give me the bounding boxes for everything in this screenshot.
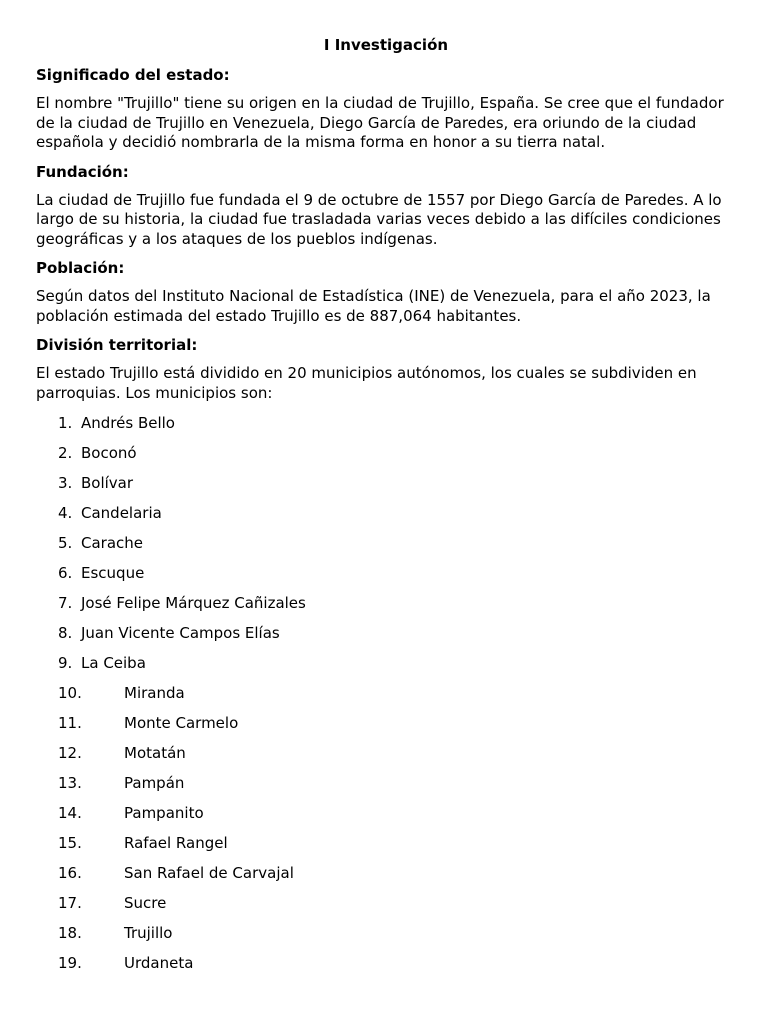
- list-item-number: 11.: [58, 714, 82, 732]
- list-item: [36, 803, 736, 833]
- paragraph-significado: El nombre "Trujillo" tiene su origen en la ciudad de Trujillo, España. Se cree que el fundador de la ciudad de Trujillo en Venezuela, Diego García de Paredes, era oriundo de la ciudad española y decidió nombrarla de la misma forma en honor a su tierra natal.: [36, 94, 724, 151]
- list-item: [36, 623, 736, 653]
- list-item-number: 1.: [58, 414, 73, 432]
- municipios-list: [36, 413, 736, 983]
- list-item-label: Motatán: [124, 744, 186, 762]
- list-item-number: 2.: [58, 444, 73, 462]
- list-item-label: Monte Carmelo: [124, 714, 239, 732]
- list-item: [36, 443, 736, 473]
- list-item: [36, 833, 736, 863]
- list-item-number: 9.: [58, 654, 73, 672]
- list-item-number: 14.: [58, 804, 82, 822]
- list-item-number: 5.: [58, 534, 73, 552]
- list-item: [36, 533, 736, 563]
- list-item-number: 16.: [58, 864, 82, 882]
- list-item-number: 8.: [58, 624, 73, 642]
- list-item-label: Andrés Bello: [81, 414, 175, 432]
- heading-division: División territorial:: [36, 336, 198, 354]
- list-item: [36, 503, 736, 533]
- paragraph-poblacion: Según datos del Instituto Nacional de Estadística (INE) de Venezuela, para el año 2023, la población estimada del estado Trujillo es de 887,064 habitantes.: [36, 287, 711, 325]
- list-item-number: 17.: [58, 894, 82, 912]
- list-item-label: Sucre: [124, 894, 167, 912]
- document-page: [36, 35, 736, 983]
- heading-significado: Significado del estado:: [36, 66, 230, 84]
- heading-fundacion: Fundación:: [36, 162, 129, 181]
- list-item: [36, 653, 736, 683]
- list-item-number: 6.: [58, 564, 73, 582]
- list-item-label: Pampán: [124, 774, 185, 792]
- list-item-label: Boconó: [81, 444, 137, 462]
- list-item: [36, 683, 736, 713]
- list-item-label: Pampanito: [124, 804, 204, 822]
- list-item-number: 15.: [58, 834, 82, 852]
- list-item-label: Urdaneta: [124, 954, 194, 972]
- document-title: I Investigación: [323, 36, 449, 54]
- heading-poblacion: Población:: [36, 259, 125, 277]
- list-item-label: Rafael Rangel: [124, 834, 228, 852]
- paragraph-fundacion: La ciudad de Trujillo fue fundada el 9 de octubre de 1557 por Diego García de Paredes. A lo largo de su historia, la ciudad fue trasladada varias veces debido a las difíciles condiciones geográficas y a los ataques de los pueblos indígenas.: [36, 190, 722, 248]
- list-item: [36, 593, 736, 623]
- list-item-label: Trujillo: [124, 924, 173, 942]
- list-item-label: La Ceiba: [81, 654, 146, 672]
- list-item-label: Candelaria: [81, 504, 162, 522]
- list-item: [36, 953, 736, 983]
- list-item: [36, 743, 736, 773]
- list-item-number: 19.: [58, 954, 82, 972]
- list-item-label: José Felipe Márquez Cañizales: [81, 594, 306, 612]
- list-item-label: Escuque: [81, 564, 145, 582]
- list-item: [36, 713, 736, 743]
- list-item-number: 3.: [58, 474, 73, 492]
- list-item-label: Juan Vicente Campos Elías: [81, 624, 280, 642]
- list-item-label: Bolívar: [81, 474, 134, 492]
- list-item: [36, 563, 736, 593]
- list-item: [36, 923, 736, 953]
- list-item: [36, 413, 736, 443]
- paragraph-division: El estado Trujillo está dividido en 20 municipios autónomos, los cuales se subdividen en parroquias. Los municipios son:: [36, 364, 697, 402]
- list-item-label: San Rafael de Carvajal: [124, 864, 294, 882]
- list-item-label: Miranda: [124, 684, 185, 702]
- list-item: [36, 773, 736, 803]
- list-item: [36, 863, 736, 893]
- list-item-number: 4.: [58, 504, 73, 522]
- list-item: [36, 473, 736, 503]
- list-item: [36, 893, 736, 923]
- list-item-number: 10.: [58, 684, 82, 702]
- list-item-number: 13.: [58, 774, 82, 792]
- list-item-number: 18.: [58, 924, 82, 942]
- list-item-number: 7.: [58, 594, 73, 612]
- list-item-label: Carache: [81, 534, 144, 552]
- list-item-number: 12.: [58, 744, 82, 762]
